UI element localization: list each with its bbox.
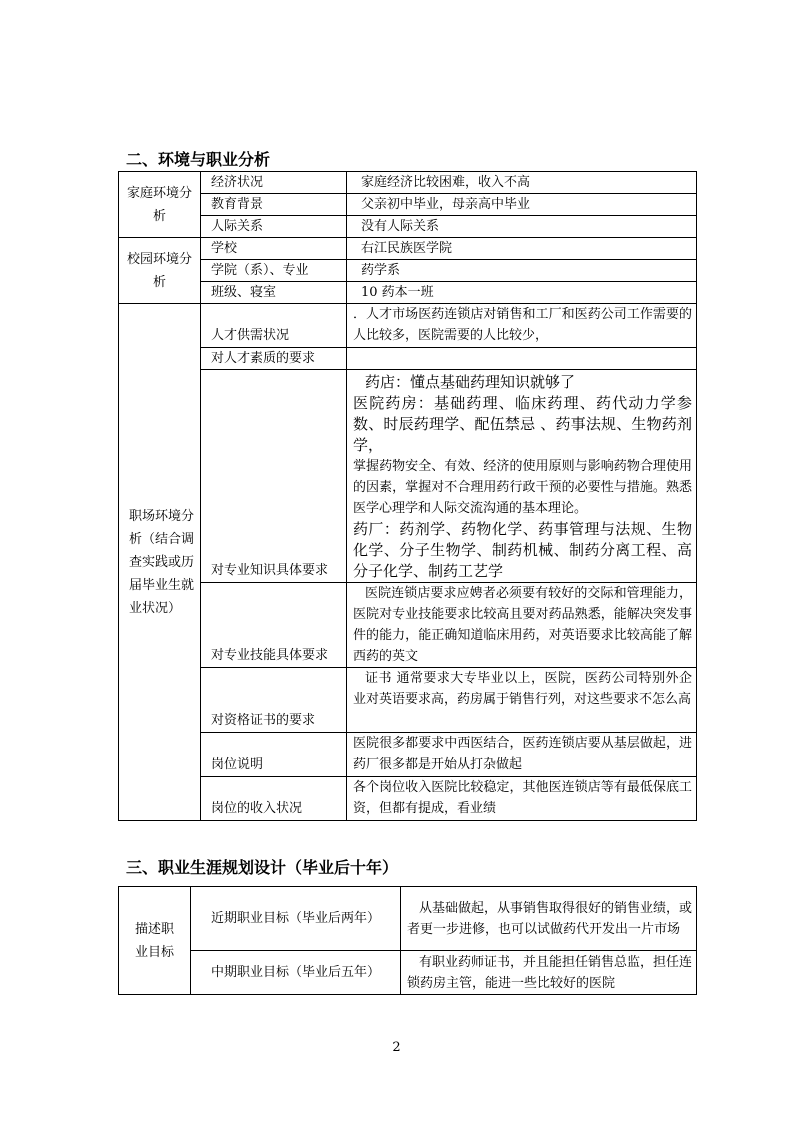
knowledge-hospital-detail: 掌握药物安全、有效、经济的使用原则与影响药物合理使用的因素，掌握对不合理用药行政干预的必要性与措施。熟悉医学心理学和人际交流沟通的基本理论。 bbox=[353, 459, 692, 516]
post-value: 医院很多都要求中西医结合，医药连锁店要从基层做起，进药厂很多都是开始从打杂做起 bbox=[347, 733, 697, 777]
campus-environment-label: 校园环境分析 bbox=[119, 238, 201, 304]
income-value: 各个岗位收入医院比较稳定，其他医连锁店等有最低保底工资，但都有提成，看业绩 bbox=[347, 777, 697, 821]
supply-value: ．人才市场医药连锁店对销售和工厂和医药公司工作需要的人比较多，医院需要的人比较少， bbox=[347, 304, 697, 348]
environment-analysis-table bbox=[118, 171, 697, 821]
cert-item: 对资格证书的要求 bbox=[201, 668, 347, 733]
goal-value: 从基础做起，从事销售取得很好的销售业绩，或者更一步进修，也可以试做药代开发出一片市场 bbox=[401, 887, 697, 951]
campus-item: 班级、寝室 bbox=[201, 282, 347, 304]
campus-item: 学院（系）、专业 bbox=[201, 260, 347, 282]
campus-value: 右江民族医学院 bbox=[347, 238, 697, 260]
family-item: 教育背景 bbox=[201, 194, 347, 216]
skill-value: 医院连锁店要求应娉者必须要有较好的交际和管理能力，医院对专业技能要求比较高且要对药品熟悉，能解决突发事件的能力，能正确知道临床用药，对英语要求比较高能了解西药的英文 bbox=[347, 583, 697, 668]
post-item: 岗位说明 bbox=[201, 733, 347, 777]
quality-item: 对人才素质的要求 bbox=[201, 348, 347, 370]
knowledge-pharmacy: 药店：懂点基础药理知识就够了 bbox=[365, 373, 576, 391]
knowledge-hospital: 医院药房：基础药理、临床药理、药代动力学参数、时辰药理学、配伍禁忌 、药事法规、生物药剂学， bbox=[353, 394, 692, 454]
income-item: 岗位的收入状况 bbox=[201, 777, 347, 821]
campus-item: 学校 bbox=[201, 238, 347, 260]
goal-item: 近期职业目标（毕业后两年） bbox=[191, 887, 401, 951]
cert-value: 证书 通常要求大专毕业以上，医院，医药公司特别外企业对英语要求高，药房属于销售行列，对这些要求不怎么高 bbox=[347, 668, 697, 733]
knowledge-item: 对专业知识具体要求 bbox=[201, 370, 347, 583]
family-value: 家庭经济比较困难，收入不高 bbox=[347, 172, 697, 194]
goal-value: 有职业药师证书，并且能担任销售总监，担任连锁药房主管，能进一些比较好的医院 bbox=[401, 951, 697, 995]
family-environment-label: 家庭环境分析 bbox=[119, 172, 201, 238]
skill-item: 对专业技能具体要求 bbox=[201, 583, 347, 668]
family-value: 没有人际关系 bbox=[347, 216, 697, 238]
supply-item: 人才供需状况 bbox=[201, 304, 347, 348]
family-value: 父亲初中毕业，母亲高中毕业 bbox=[347, 194, 697, 216]
career-plan-table bbox=[118, 886, 697, 995]
campus-value: 10 药本一班 bbox=[347, 282, 697, 304]
family-item: 人际关系 bbox=[201, 216, 347, 238]
section-heading-environment: 二、环境与职业分析 bbox=[126, 150, 271, 169]
page-number: 2 bbox=[392, 1040, 401, 1055]
campus-value: 药学系 bbox=[347, 260, 697, 282]
knowledge-requirements bbox=[347, 370, 697, 583]
workplace-environment-label: 职场环境分析（结合调查实践或历届毕业生就业状况） bbox=[119, 304, 201, 821]
section-heading-career-plan: 三、职业生涯规划设计（毕业后十年） bbox=[126, 858, 399, 877]
career-goal-label: 描述职业目标 bbox=[119, 887, 191, 995]
knowledge-factory: 药厂：药剂学、药物化学、药事管理与法规、生物化学、分子生物学、制药机械、制药分离工程、高分子化学、制药工艺学 bbox=[353, 520, 692, 580]
family-item: 经济状况 bbox=[201, 172, 347, 194]
goal-item: 中期职业目标（毕业后五年） bbox=[191, 951, 401, 995]
quality-value bbox=[347, 348, 697, 370]
